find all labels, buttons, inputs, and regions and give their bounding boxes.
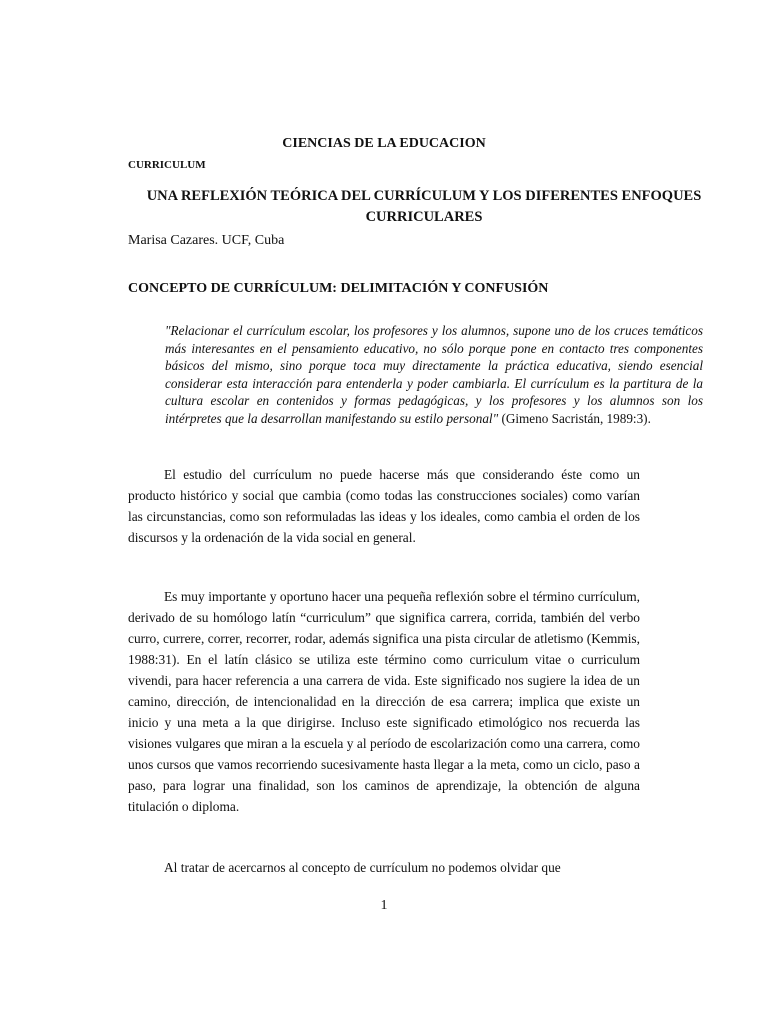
body-paragraph: Al tratar de acercarnos al concepto de currículum no podemos olvidar que (164, 860, 561, 875)
body-paragraph: El estudio del currículum no puede hacerse más que considerando éste como un producto histórico y social que cambia (como todas las construcciones sociales) como varían las circunstancias, como son reformuladas las ideas y los ideales, como cambia el orden de los discursos y la ordenación de la vida social en general. (128, 467, 640, 545)
quote-citation: (Gimeno Sacristán, 1989:3). (498, 410, 651, 426)
author-line: Marisa Cazares. UCF, Cuba (128, 233, 285, 248)
block-quote (165, 322, 703, 427)
section-heading: CONCEPTO DE CURRÍCULUM: DELIMITACIÓN Y CONFUSIÓN (128, 281, 549, 296)
page-number: 1 (380, 898, 388, 913)
quote-text: "Relacionar el currículum escolar, los profesores y los alumnos, supone uno de los cruces temáticos más interesantes en el pensamiento educativo, no sólo porque pone en contacto tres componentes básicos del mismo, sino porque toca muy directamente la práctica educativa, siendo esencial considerar esta interacción para entenderla y poder cambiarla. El currículum es la partitura de la cultura escolar en contenidos y formas pedagógicas, y los profesores y los alumnos son los intérpretes que la desarrollan manifestando su estilo personal" (165, 323, 703, 426)
section-tag: CURRICULUM (128, 159, 206, 171)
document-header: CIENCIAS DE LA EDUCACION (282, 136, 486, 151)
document-title: UNA REFLEXIÓN TEÓRICA DEL CURRÍCULUM Y LOS DIFERENTES ENFOQUES CURRICULARES (146, 188, 702, 225)
body-paragraph: Es muy importante y oportuno hacer una pequeña reflexión sobre el término currículum, derivado de su homólogo latín “curriculum” que significa carrera, corrida, también del verbo curro, currere, correr, recorrer, rodar, además significa una pista circular de atletismo (Kemmis, 1988:31). En el latín clásico se utiliza este término como curriculum vitae o curriculum vivendi, para hacer referencia a una carrera de vida. Este significado nos sugiere la idea de un camino, dirección, de intencionalidad en la dirección de esa carrera; implica que existe un inicio y una meta a la que dirigirse. Incluso este significado etimológico nos recuerda las visiones vulgares que miran a la escuela y al período de escolarización como una carrera, como unos cursos que vamos recorriendo sucesivamente hasta llegar a la meta, como un ciclo, paso a paso, para lograr una finalidad, son los caminos de aprendizaje, la obtención de alguna titulación o diploma. (128, 589, 640, 814)
